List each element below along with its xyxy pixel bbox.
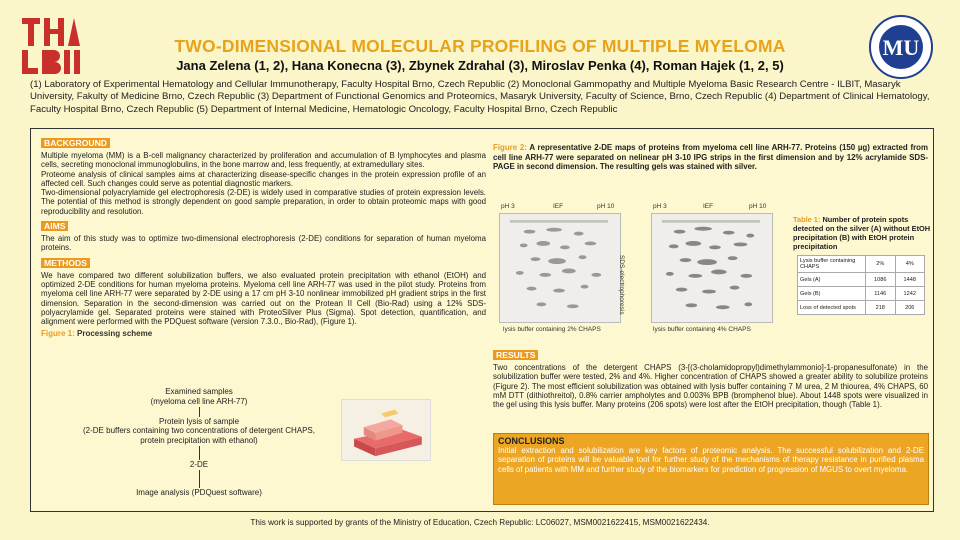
poster-title: TWO-DIMENSIONAL MOLECULAR PROFILING OF MULTIPLE MYELOMA bbox=[174, 36, 786, 56]
scheme-arrow bbox=[199, 446, 200, 460]
table-header-row bbox=[798, 256, 925, 273]
gel-a-ief: IEF bbox=[553, 203, 564, 210]
results-section bbox=[493, 345, 928, 409]
scheme-step: (2-DE buffers containing two concentrations of detergent CHAPS, bbox=[83, 426, 315, 436]
figure1-label bbox=[41, 329, 486, 338]
scheme-step: Protein lysis of sample bbox=[158, 416, 240, 426]
scheme-step: Image analysis (PDQuest software) bbox=[136, 487, 262, 497]
processing-scheme bbox=[49, 387, 349, 498]
left-column bbox=[41, 133, 486, 338]
table-cell: Gels (B) bbox=[798, 287, 866, 301]
table-cell: Gels (A) bbox=[798, 273, 866, 287]
figure2-number: Figure 2: bbox=[493, 143, 527, 152]
gel-a-ph-left: pH 3 bbox=[501, 203, 515, 210]
table-cell: Loss of detected spots bbox=[798, 301, 866, 315]
table-cell: 1086 bbox=[866, 273, 896, 287]
scheme-step: 2-DE bbox=[189, 459, 209, 469]
table-header-cell: 2% bbox=[866, 256, 896, 273]
conclusions-box bbox=[493, 433, 929, 505]
results-text: Two concentrations of the detergent CHAPS (3-[(3-cholamidopropyl)dimethylammonio]-1-propanesulfonate) in the solubilization buffer were tested, 2% and 4%. Higher concentration of CHAPS showed a greater ability to solubilize proteins (Figure 2). The most efficient solubilization was obtained with lysis buffer containing 7 M urea, 2 M thiourea, 4% CHAPS, 60 mM DTT (dithiothreitol), 0.8% carrier ampholytes and 0.003% BPB (bromphenol blue). About 1448 spots were visualized in the gel using this lysis buffer. Many proteins (206 spots) were lost after the EtOH precipitation, though (Table 1). bbox=[493, 363, 928, 410]
background-p1: Multiple myeloma (MM) is a B-cell malignancy characterized by proliferation and accumulation of B lymphocytes and plasma cells, secreting monoclonal immunoglobulins, in the bone marrow and, less frequently, at extramedullary sites. bbox=[41, 151, 486, 170]
figure1-title: Processing scheme bbox=[77, 329, 153, 339]
table-row bbox=[798, 287, 925, 301]
gel-a-axis-label: SDS-electrophoresis bbox=[618, 255, 625, 315]
protein-spots-table bbox=[797, 255, 925, 315]
table1-text: Number of protein spots detected on the silver (A) without EtOH precipitation (B) with EtOH protein precipitation bbox=[793, 215, 931, 251]
poster-content-panel bbox=[30, 128, 934, 512]
aims-heading: AIMS bbox=[41, 221, 68, 231]
scheme-arrow bbox=[199, 407, 200, 417]
poster-authors: Jana Zelena (1, 2), Hana Konecna (3), Zbynek Zdrahal (3), Miroslav Penka (4), Roman Hajek (1, 2, 5) bbox=[176, 58, 784, 73]
background-p3: Two-dimensional polyacrylamide gel electrophoresis (2-DE) is widely used in comparative studies of protein expression levels. The potential of this method is strongly dependent on good sample preparation, in order to obtain proteomic maps with good reproducibility and resolution. bbox=[41, 188, 486, 216]
conclusions-heading: CONCLUSIONS bbox=[498, 436, 565, 446]
scheme-step: (myeloma cell line ARH-77) bbox=[150, 396, 248, 406]
table-header-cell: 4% bbox=[895, 256, 925, 273]
table-row bbox=[798, 273, 925, 287]
gel-image-b bbox=[651, 213, 773, 323]
table1-caption bbox=[793, 215, 933, 251]
figure2-text: A representative 2-DE maps of proteins from myeloma cell line ARH-77. Proteins (150 µg) extracted from cell line ARH-77 were separated on nelinear pH 3-10 IPG strips in the first dimension and by 12% acrylamide SDS-PAGE in second dimension. The resulting gels was stained with silver. bbox=[493, 143, 929, 171]
gel-b-ief: IEF bbox=[703, 203, 714, 210]
gel-a-caption: lysis buffer containing 2% CHAPS bbox=[503, 326, 601, 333]
poster-affiliations: (1) Laboratory of Experimental Hematology and Cellular Immunotherapy, Faculty Hospital Brno, Czech Republic (2) Monoclonal Gammopathy and Multiple Myeloma Basic Research Centre - ILBIT, Masaryk University, Fakulty of Medicine Brno, Czech Republic (3) Department of Functional Genomics and Proteomics, Masaryk University, Faculty of Science, Brno, Czech Republic (4) Department of Clinical Hematology, Faculty Hospital Brno, Czech Republic (5) Department of Internal Medicine, Hematologic Oncology, Faculty Hospital Brno, Czech Republic bbox=[30, 79, 930, 115]
table-cell: 1448 bbox=[895, 273, 925, 287]
table1-number: Table 1: bbox=[793, 215, 821, 224]
background-heading: BACKGROUND bbox=[41, 138, 110, 148]
gel-b-ph-left: pH 3 bbox=[653, 203, 667, 210]
background-p2: Proteome analysis of clinical samples aims at characterizing disease-specific changes in the protein expression profile of an affected cell. Such changes could serve as potential diagnostic markers. bbox=[41, 169, 486, 188]
methods-heading: METHODS bbox=[41, 258, 90, 268]
scheme-step: Examined samples bbox=[165, 387, 233, 396]
methods-text: We have compared two different solubilization buffers, we also evaluated protein precipitation with ethanol (EtOH) and optimized 2-DE conditions for human myeloma proteins. Myeloma cell line ARH-77 was used in the pilot study. Proteins from myeloma cell line ARH-77 were separated by 2-DE using a 17 cm pH 3-10 nonlinear immobilized pH gradient strips in the first dimension. Separation in the second-dimension was carried out on the Protean II Cell (Bio-Rad) using a 12% SDS-polyacrylamide gel. Separated proteins were stained with ProteoSilver Plus (Sigma). Spot detection, quantification, and alignment were performed with the PDQuest software (version 7.3.0., Bio-Rad), (Figure 1). bbox=[41, 270, 486, 327]
table-cell: 218 bbox=[866, 301, 896, 315]
funding-footer: This work is supported by grants of the Ministry of Education, Czech Republic: LC06027, MSM0021622415, MSM0021622434. bbox=[250, 518, 710, 527]
seal-letters: MU bbox=[882, 35, 920, 60]
scheme-arrow bbox=[199, 470, 200, 488]
gel-image-a bbox=[499, 213, 621, 323]
aims-text: The aim of this study was to optimize two-dimensional electrophoresis (2-DE) conditions for separation of human myeloma proteins. bbox=[41, 234, 486, 253]
table-row bbox=[798, 301, 925, 315]
table-header-cell: Lysis buffer containing CHAPS bbox=[798, 256, 866, 273]
masaryk-university-seal-icon bbox=[868, 14, 934, 80]
figure1-number: Figure 1: bbox=[41, 329, 75, 339]
gel-b-caption: lysis buffer containing 4% CHAPS bbox=[653, 326, 751, 333]
table-cell: 1146 bbox=[866, 287, 896, 301]
right-column bbox=[493, 143, 931, 474]
figure2-caption bbox=[493, 143, 928, 172]
gel-b-ph-right: pH 10 bbox=[749, 203, 767, 210]
gel-tray-photo-icon bbox=[341, 399, 431, 461]
table-cell: 206 bbox=[895, 301, 925, 315]
gel-a-ph-right: pH 10 bbox=[597, 203, 615, 210]
table-cell: 1242 bbox=[895, 287, 925, 301]
ilbit-logo-icon bbox=[18, 12, 84, 78]
conclusions-text: Initial extraction and solubilization are key factors of proteomic analysis. The successful solubilization and 2-DE separation of proteins will be valuable tool for further study of the mechanisms of therapy resistance in purified plasma cells of patients with MM and further study of the biomarkers for prediction of progression of MGUS to overt myeloma. bbox=[498, 446, 924, 474]
results-heading: RESULTS bbox=[493, 350, 538, 360]
scheme-step: protein precipitation with ethanol) bbox=[140, 436, 258, 446]
